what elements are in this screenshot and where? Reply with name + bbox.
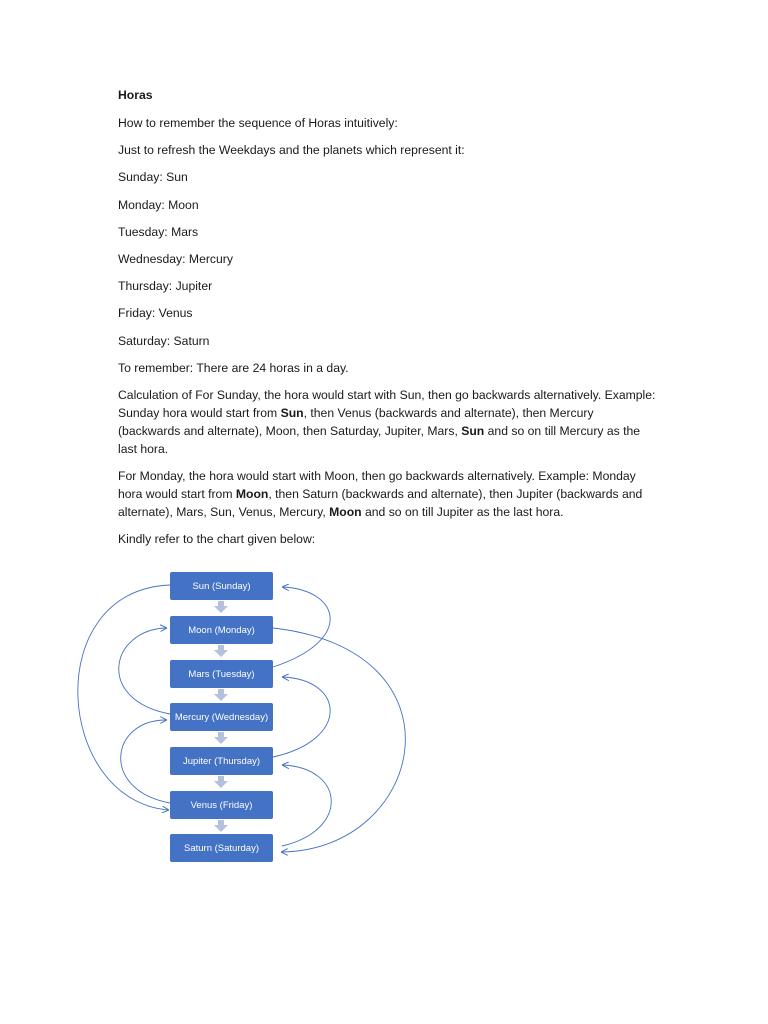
weekday-wednesday: Wednesday: Mercury — [118, 251, 233, 266]
curve-sun-to-venus — [78, 585, 170, 810]
curve-mercury-to-moon — [119, 628, 170, 714]
weekday-monday: Monday: Moon — [118, 197, 199, 212]
weekday-saturday: Saturday: Saturn — [118, 333, 210, 348]
sunday-paragraph: Calculation of For Sunday, the hora would start with Sun, then go backwards alternatively. Example: Sunday hora would start from Sun, then Venus (backwards and alternate), then Mercury (backwards and alternate), Moon, then Saturday, Jupiter, Mars, Sun and so on till Mercury as the last hora. — [118, 387, 656, 456]
weekday-friday: Friday: Venus — [118, 306, 193, 321]
box-saturn-label: Saturn (Saturday) — [184, 843, 259, 854]
down-arrow-1 — [214, 601, 228, 613]
refresh-line: Just to refresh the Weekdays and the planets which represent it: — [118, 143, 465, 158]
box-saturn — [170, 834, 273, 862]
curve-saturn-to-jupiter — [282, 765, 331, 846]
refer-line: Kindly refer to the chart given below: — [118, 532, 316, 547]
down-arrow-5 — [214, 776, 228, 788]
box-mars — [170, 660, 273, 688]
down-arrow-3 — [214, 689, 228, 701]
box-jupiter — [170, 747, 273, 775]
remember-line: To remember: There are 24 horas in a day. — [118, 360, 349, 375]
box-jupiter-label: Jupiter (Thursday) — [182, 756, 261, 767]
box-mars-label: Mars (Tuesday) — [188, 669, 255, 680]
monday-paragraph: For Monday, the hora would start with Moon, then go backwards alternatively. Example: Monday hora would start from Moon, then Saturn (backwards and alternate), then Jupiter (backwards and alternate), Mars, Sun, Venus, Mercury, Moon and so on till Jupiter as the last hora. — [118, 469, 643, 520]
weekday-thursday: Thursday: Jupiter — [118, 279, 213, 294]
curve-mars-to-sun — [273, 587, 330, 667]
curve-moon-to-saturn — [273, 628, 405, 852]
box-moon-label: Moon (Monday) — [188, 625, 255, 636]
down-arrow-2 — [214, 645, 228, 657]
box-sun — [170, 572, 273, 600]
box-mercury-label: Mercury (Wednesday) — [174, 712, 269, 723]
curve-jupiter-to-mars — [273, 677, 330, 757]
box-sun-label: Sun (Sunday) — [192, 581, 251, 592]
box-mercury — [170, 703, 273, 731]
box-moon — [170, 616, 273, 644]
box-venus — [170, 791, 273, 819]
intro-line: How to remember the sequence of Horas intuitively: — [118, 116, 398, 130]
curve-venus-to-mercury — [121, 720, 170, 803]
down-arrow-4 — [214, 732, 228, 744]
down-arrow-6 — [214, 820, 228, 832]
weekday-tuesday: Tuesday: Mars — [118, 224, 199, 239]
box-venus-label: Venus (Friday) — [190, 800, 253, 811]
document-title: Horas — [118, 88, 153, 102]
weekday-sunday: Sunday: Sun — [118, 170, 188, 185]
